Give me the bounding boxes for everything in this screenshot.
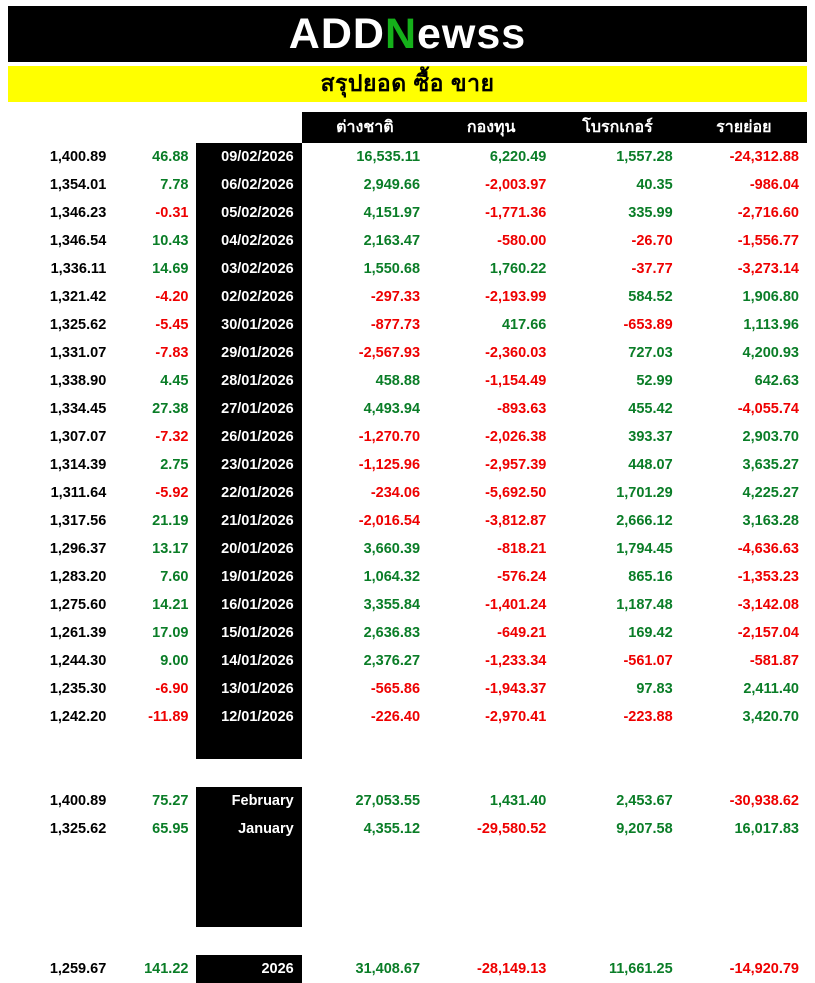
month-retail: -30,938.62 bbox=[681, 787, 807, 815]
month-fund bbox=[428, 899, 554, 927]
row-foreign: 2,376.27 bbox=[302, 647, 428, 675]
row-index-value: 1,244.30 bbox=[8, 647, 114, 675]
month-retail bbox=[681, 871, 807, 899]
row-date: 28/01/2026 bbox=[196, 367, 301, 395]
spacer-cell-v2 bbox=[554, 731, 680, 759]
month-broker bbox=[554, 843, 680, 871]
row-fund: -2,026.38 bbox=[428, 423, 554, 451]
row-foreign: -1,270.70 bbox=[302, 423, 428, 451]
row-index-change: 7.78 bbox=[114, 171, 196, 199]
row-index-value: 1,321.42 bbox=[8, 283, 114, 311]
row-date: 03/02/2026 bbox=[196, 255, 301, 283]
month-index-change bbox=[114, 871, 196, 899]
month-label bbox=[196, 899, 301, 927]
month-index-change: 75.27 bbox=[114, 787, 196, 815]
row-foreign: 4,151.97 bbox=[302, 199, 428, 227]
row-broker: 584.52 bbox=[554, 283, 680, 311]
row-fund: -2,193.99 bbox=[428, 283, 554, 311]
month-label: January bbox=[196, 815, 301, 843]
row-retail: -1,353.23 bbox=[681, 563, 807, 591]
spacer-row bbox=[8, 731, 807, 759]
row-index-change: 7.60 bbox=[114, 563, 196, 591]
gap-cell-1 bbox=[114, 759, 196, 787]
row-date: 02/02/2026 bbox=[196, 283, 301, 311]
year-index-change: 141.22 bbox=[114, 955, 196, 983]
row-fund: -1,401.24 bbox=[428, 591, 554, 619]
row-fund: -580.00 bbox=[428, 227, 554, 255]
row-date: 05/02/2026 bbox=[196, 199, 301, 227]
row-date: 12/01/2026 bbox=[196, 703, 301, 731]
table-header-row bbox=[8, 112, 807, 143]
page-title: สรุปยอด ซื้อ ขาย bbox=[320, 70, 495, 96]
row-retail: 3,420.70 bbox=[681, 703, 807, 731]
gap-cell-0 bbox=[8, 759, 114, 787]
brand-logo bbox=[288, 9, 527, 58]
row-foreign: 3,660.39 bbox=[302, 535, 428, 563]
row-index-change: -7.83 bbox=[114, 339, 196, 367]
row-date: 30/01/2026 bbox=[196, 311, 301, 339]
table-row bbox=[8, 171, 807, 199]
row-foreign: 1,064.32 bbox=[302, 563, 428, 591]
table-row bbox=[8, 703, 807, 731]
row-index-change: 9.00 bbox=[114, 647, 196, 675]
spacer-cell-b bbox=[114, 731, 196, 759]
row-index-change: 17.09 bbox=[114, 619, 196, 647]
table-row bbox=[8, 675, 807, 703]
row-broker: 865.16 bbox=[554, 563, 680, 591]
row-fund: -2,970.41 bbox=[428, 703, 554, 731]
table-row bbox=[8, 451, 807, 479]
row-foreign: -565.86 bbox=[302, 675, 428, 703]
gap2-cell-1 bbox=[114, 927, 196, 955]
table-row bbox=[8, 563, 807, 591]
brand-name-accent: N bbox=[384, 9, 418, 58]
table-row bbox=[8, 367, 807, 395]
row-retail: -2,716.60 bbox=[681, 199, 807, 227]
header-blank-2 bbox=[196, 112, 301, 143]
month-retail bbox=[681, 843, 807, 871]
year-foreign: 31,408.67 bbox=[302, 955, 428, 983]
table-row bbox=[8, 479, 807, 507]
month-index-change: 65.95 bbox=[114, 815, 196, 843]
row-retail: 3,635.27 bbox=[681, 451, 807, 479]
row-fund: -2,360.03 bbox=[428, 339, 554, 367]
row-broker: 1,701.29 bbox=[554, 479, 680, 507]
row-retail: -581.87 bbox=[681, 647, 807, 675]
header-col-6: รายย่อย bbox=[681, 112, 807, 143]
row-index-change: -11.89 bbox=[114, 703, 196, 731]
header-col-3: ต่างชาติ bbox=[302, 112, 428, 143]
row-index-value: 1,346.23 bbox=[8, 199, 114, 227]
row-index-value: 1,331.07 bbox=[8, 339, 114, 367]
header-col-5: โบรกเกอร์ bbox=[554, 112, 680, 143]
month-fund bbox=[428, 843, 554, 871]
row-date: 06/02/2026 bbox=[196, 171, 301, 199]
row-index-change: -5.92 bbox=[114, 479, 196, 507]
month-index-value: 1,400.89 bbox=[8, 787, 114, 815]
month-index-change bbox=[114, 899, 196, 927]
row-date: 27/01/2026 bbox=[196, 395, 301, 423]
row-retail: 2,411.40 bbox=[681, 675, 807, 703]
row-retail: -986.04 bbox=[681, 171, 807, 199]
row-index-value: 1,242.20 bbox=[8, 703, 114, 731]
title-banner bbox=[8, 66, 807, 102]
row-foreign: 2,636.83 bbox=[302, 619, 428, 647]
gap2-cell-3 bbox=[302, 927, 428, 955]
row-fund: 6,220.49 bbox=[428, 143, 554, 171]
row-index-change: 4.45 bbox=[114, 367, 196, 395]
row-index-value: 1,336.11 bbox=[8, 255, 114, 283]
row-date: 19/01/2026 bbox=[196, 563, 301, 591]
spacer-cell-date bbox=[196, 731, 301, 759]
year-retail: -14,920.79 bbox=[681, 955, 807, 983]
row-fund: -3,812.87 bbox=[428, 507, 554, 535]
year-broker: 11,661.25 bbox=[554, 955, 680, 983]
row-index-change: 2.75 bbox=[114, 451, 196, 479]
table-row bbox=[8, 283, 807, 311]
row-foreign: 16,535.11 bbox=[302, 143, 428, 171]
gap2-cell-6 bbox=[681, 927, 807, 955]
row-foreign: 4,493.94 bbox=[302, 395, 428, 423]
header-blank-0 bbox=[8, 112, 114, 143]
row-index-change: 21.19 bbox=[114, 507, 196, 535]
row-date: 09/02/2026 bbox=[196, 143, 301, 171]
row-broker: 2,666.12 bbox=[554, 507, 680, 535]
row-index-change: 46.88 bbox=[114, 143, 196, 171]
row-fund: -2,957.39 bbox=[428, 451, 554, 479]
month-retail bbox=[681, 899, 807, 927]
summary-table bbox=[8, 112, 807, 983]
row-broker: 52.99 bbox=[554, 367, 680, 395]
row-date: 14/01/2026 bbox=[196, 647, 301, 675]
table-row bbox=[8, 619, 807, 647]
month-fund: -29,580.52 bbox=[428, 815, 554, 843]
row-date: 26/01/2026 bbox=[196, 423, 301, 451]
row-retail: 1,113.96 bbox=[681, 311, 807, 339]
row-index-value: 1,338.90 bbox=[8, 367, 114, 395]
month-row bbox=[8, 899, 807, 927]
month-retail: 16,017.83 bbox=[681, 815, 807, 843]
row-index-value: 1,354.01 bbox=[8, 171, 114, 199]
spacer-cell-v3 bbox=[681, 731, 807, 759]
year-row bbox=[8, 955, 807, 983]
row-foreign: 458.88 bbox=[302, 367, 428, 395]
page-root bbox=[0, 6, 815, 977]
month-foreign bbox=[302, 899, 428, 927]
table-row bbox=[8, 227, 807, 255]
row-broker: 1,794.45 bbox=[554, 535, 680, 563]
month-foreign bbox=[302, 871, 428, 899]
row-date: 23/01/2026 bbox=[196, 451, 301, 479]
month-foreign: 4,355.12 bbox=[302, 815, 428, 843]
row-index-value: 1,307.07 bbox=[8, 423, 114, 451]
month-broker: 2,453.67 bbox=[554, 787, 680, 815]
gap-cell-2 bbox=[196, 759, 301, 787]
month-row bbox=[8, 787, 807, 815]
row-date: 13/01/2026 bbox=[196, 675, 301, 703]
row-date: 22/01/2026 bbox=[196, 479, 301, 507]
gap2-cell-4 bbox=[428, 927, 554, 955]
row-index-value: 1,296.37 bbox=[8, 535, 114, 563]
row-foreign: -877.73 bbox=[302, 311, 428, 339]
month-row bbox=[8, 815, 807, 843]
row-retail: -2,157.04 bbox=[681, 619, 807, 647]
row-broker: 97.83 bbox=[554, 675, 680, 703]
row-broker: -653.89 bbox=[554, 311, 680, 339]
month-label: February bbox=[196, 787, 301, 815]
logo-banner bbox=[8, 6, 807, 62]
row-fund: 417.66 bbox=[428, 311, 554, 339]
table-row bbox=[8, 143, 807, 171]
row-index-change: -7.32 bbox=[114, 423, 196, 451]
month-broker bbox=[554, 899, 680, 927]
row-index-value: 1,400.89 bbox=[8, 143, 114, 171]
month-row bbox=[8, 871, 807, 899]
year-label: 2026 bbox=[196, 955, 301, 983]
brand-name-part1: ADD bbox=[288, 9, 385, 58]
row-broker: 455.42 bbox=[554, 395, 680, 423]
row-index-value: 1,283.20 bbox=[8, 563, 114, 591]
row-date: 29/01/2026 bbox=[196, 339, 301, 367]
row-fund: -576.24 bbox=[428, 563, 554, 591]
month-broker: 9,207.58 bbox=[554, 815, 680, 843]
row-index-change: 27.38 bbox=[114, 395, 196, 423]
row-index-value: 1,275.60 bbox=[8, 591, 114, 619]
row-foreign: -226.40 bbox=[302, 703, 428, 731]
year-fund: -28,149.13 bbox=[428, 955, 554, 983]
row-broker: 169.42 bbox=[554, 619, 680, 647]
row-index-change: -0.31 bbox=[114, 199, 196, 227]
row-fund: -818.21 bbox=[428, 535, 554, 563]
row-retail: -3,273.14 bbox=[681, 255, 807, 283]
row-fund: -1,154.49 bbox=[428, 367, 554, 395]
row-retail: 4,200.93 bbox=[681, 339, 807, 367]
row-retail: -24,312.88 bbox=[681, 143, 807, 171]
row-date: 04/02/2026 bbox=[196, 227, 301, 255]
row-foreign: 2,949.66 bbox=[302, 171, 428, 199]
spacer-cell-v0 bbox=[302, 731, 428, 759]
gap-row bbox=[8, 759, 807, 787]
row-broker: 393.37 bbox=[554, 423, 680, 451]
header-blank-1 bbox=[114, 112, 196, 143]
row-index-change: -6.90 bbox=[114, 675, 196, 703]
table-row bbox=[8, 395, 807, 423]
row-fund: 1,760.22 bbox=[428, 255, 554, 283]
row-fund: -1,943.37 bbox=[428, 675, 554, 703]
row-index-value: 1,334.45 bbox=[8, 395, 114, 423]
month-broker bbox=[554, 871, 680, 899]
brand-name-part2: ewss bbox=[417, 9, 527, 58]
month-row bbox=[8, 843, 807, 871]
row-foreign: 2,163.47 bbox=[302, 227, 428, 255]
row-foreign: -1,125.96 bbox=[302, 451, 428, 479]
row-index-change: 14.69 bbox=[114, 255, 196, 283]
table-row bbox=[8, 311, 807, 339]
row-fund: -893.63 bbox=[428, 395, 554, 423]
table-row bbox=[8, 507, 807, 535]
month-foreign bbox=[302, 843, 428, 871]
spacer-cell-a bbox=[8, 731, 114, 759]
month-fund bbox=[428, 871, 554, 899]
row-broker: 40.35 bbox=[554, 171, 680, 199]
row-foreign: -2,567.93 bbox=[302, 339, 428, 367]
row-retail: 1,906.80 bbox=[681, 283, 807, 311]
header-col-4: กองทุน bbox=[428, 112, 554, 143]
table-row bbox=[8, 423, 807, 451]
row-date: 21/01/2026 bbox=[196, 507, 301, 535]
table-row bbox=[8, 255, 807, 283]
row-broker: 448.07 bbox=[554, 451, 680, 479]
row-broker: 727.03 bbox=[554, 339, 680, 367]
gap2-cell-5 bbox=[554, 927, 680, 955]
month-index-value bbox=[8, 871, 114, 899]
table-row bbox=[8, 591, 807, 619]
row-index-change: -5.45 bbox=[114, 311, 196, 339]
row-index-value: 1,311.64 bbox=[8, 479, 114, 507]
row-index-value: 1,325.62 bbox=[8, 311, 114, 339]
table-row bbox=[8, 339, 807, 367]
row-foreign: -297.33 bbox=[302, 283, 428, 311]
gap-cell-4 bbox=[428, 759, 554, 787]
row-index-change: 13.17 bbox=[114, 535, 196, 563]
row-retail: 3,163.28 bbox=[681, 507, 807, 535]
row-fund: -649.21 bbox=[428, 619, 554, 647]
table-row bbox=[8, 647, 807, 675]
row-index-change: -4.20 bbox=[114, 283, 196, 311]
month-label bbox=[196, 871, 301, 899]
row-index-change: 14.21 bbox=[114, 591, 196, 619]
row-index-value: 1,317.56 bbox=[8, 507, 114, 535]
row-date: 16/01/2026 bbox=[196, 591, 301, 619]
month-index-value: 1,325.62 bbox=[8, 815, 114, 843]
row-broker: -223.88 bbox=[554, 703, 680, 731]
row-broker: -561.07 bbox=[554, 647, 680, 675]
month-fund: 1,431.40 bbox=[428, 787, 554, 815]
gap-cell-5 bbox=[554, 759, 680, 787]
row-retail: -3,142.08 bbox=[681, 591, 807, 619]
month-label bbox=[196, 843, 301, 871]
row-foreign: 3,355.84 bbox=[302, 591, 428, 619]
row-index-change: 10.43 bbox=[114, 227, 196, 255]
month-index-change bbox=[114, 843, 196, 871]
spacer-cell-v1 bbox=[428, 731, 554, 759]
row-broker: -37.77 bbox=[554, 255, 680, 283]
row-retail: 4,225.27 bbox=[681, 479, 807, 507]
gap-row-2 bbox=[8, 927, 807, 955]
row-retail: 2,903.70 bbox=[681, 423, 807, 451]
gap2-cell-2 bbox=[196, 927, 301, 955]
row-index-value: 1,261.39 bbox=[8, 619, 114, 647]
row-retail: -4,055.74 bbox=[681, 395, 807, 423]
gap-cell-6 bbox=[681, 759, 807, 787]
row-foreign: 1,550.68 bbox=[302, 255, 428, 283]
row-broker: 1,187.48 bbox=[554, 591, 680, 619]
row-fund: -2,003.97 bbox=[428, 171, 554, 199]
table-row bbox=[8, 535, 807, 563]
row-date: 15/01/2026 bbox=[196, 619, 301, 647]
row-date: 20/01/2026 bbox=[196, 535, 301, 563]
month-index-value bbox=[8, 899, 114, 927]
row-retail: 642.63 bbox=[681, 367, 807, 395]
row-fund: -5,692.50 bbox=[428, 479, 554, 507]
row-fund: -1,771.36 bbox=[428, 199, 554, 227]
gap2-cell-0 bbox=[8, 927, 114, 955]
table-row bbox=[8, 199, 807, 227]
month-foreign: 27,053.55 bbox=[302, 787, 428, 815]
row-index-value: 1,314.39 bbox=[8, 451, 114, 479]
gap-cell-3 bbox=[302, 759, 428, 787]
month-index-value bbox=[8, 843, 114, 871]
row-broker: 1,557.28 bbox=[554, 143, 680, 171]
row-retail: -4,636.63 bbox=[681, 535, 807, 563]
row-index-value: 1,346.54 bbox=[8, 227, 114, 255]
row-foreign: -234.06 bbox=[302, 479, 428, 507]
row-broker: -26.70 bbox=[554, 227, 680, 255]
row-index-value: 1,235.30 bbox=[8, 675, 114, 703]
row-retail: -1,556.77 bbox=[681, 227, 807, 255]
year-index-value: 1,259.67 bbox=[8, 955, 114, 983]
row-broker: 335.99 bbox=[554, 199, 680, 227]
row-fund: -1,233.34 bbox=[428, 647, 554, 675]
row-foreign: -2,016.54 bbox=[302, 507, 428, 535]
